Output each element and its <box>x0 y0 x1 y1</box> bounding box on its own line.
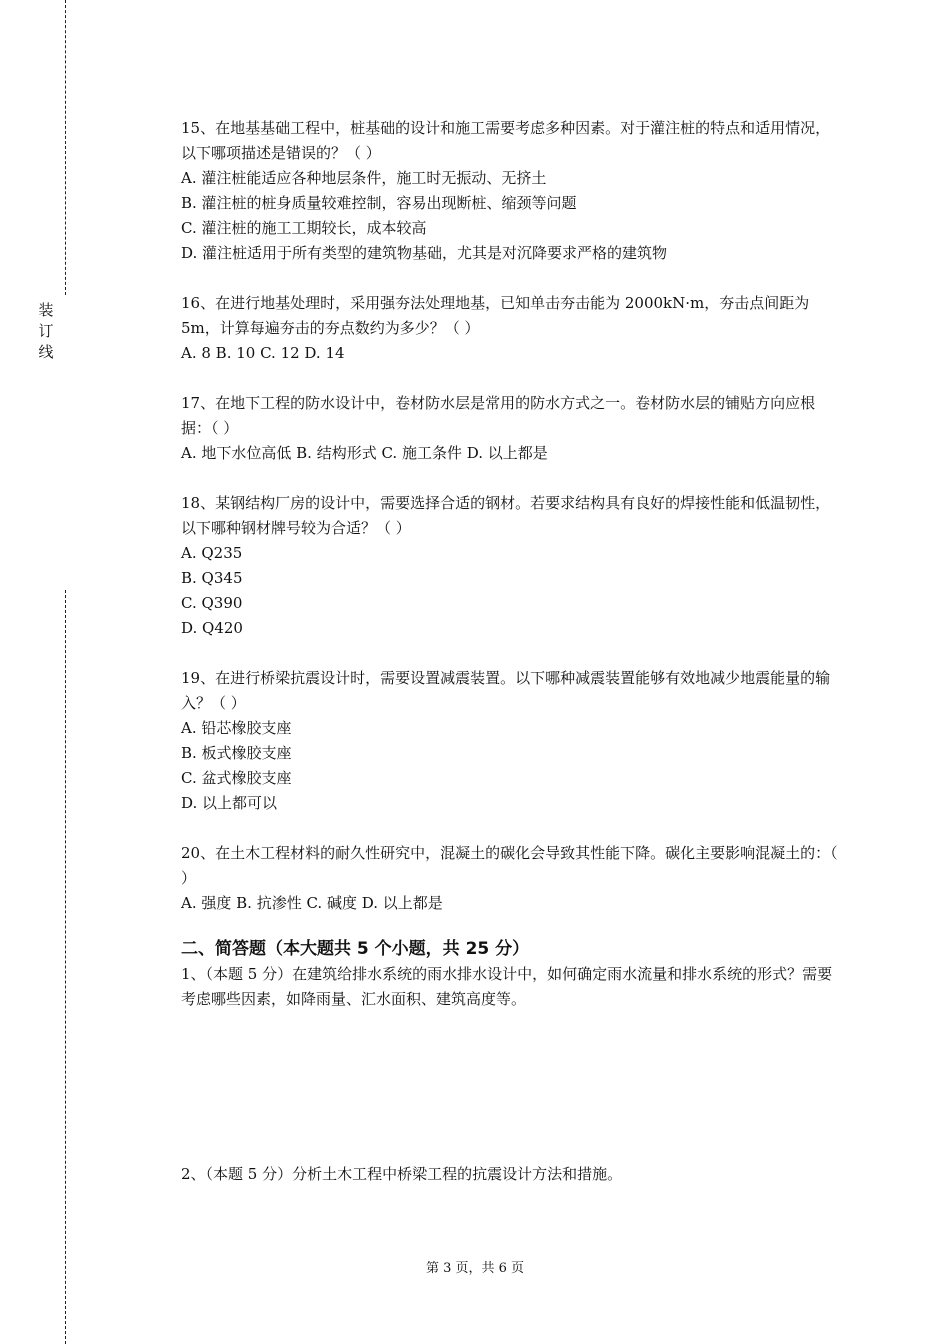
option: C. Q390 <box>181 594 243 612</box>
question-text: 15、在地基基础工程中，桩基础的设计和施工需要考虑多种因素。对于灌注桩的特点和适用情况，以下哪项描述是错误的？（ ） <box>181 119 831 162</box>
question-text: 17、在地下工程的防水设计中，卷材防水层是常用的防水方式之一。卷材防水层的铺贴方向应根据：（ ） <box>181 394 816 437</box>
option: B. 灌注桩的桩身质量较难控制，容易出现断桩、缩颈等问题 <box>181 194 577 212</box>
question-16 <box>181 291 841 366</box>
exam-content <box>181 116 841 1187</box>
question-15 <box>181 116 841 266</box>
binding-label <box>37 300 55 363</box>
option: C. 盆式橡胶支座 <box>181 769 292 787</box>
option: D. 灌注桩适用于所有类型的建筑物基础，尤其是对沉降要求严格的建筑物 <box>181 244 668 262</box>
binding-char: 订 <box>38 322 54 340</box>
option: D. Q420 <box>181 619 243 637</box>
option: A. 强度 B. 抗渗性 C. 碱度 D. 以上都是 <box>181 894 443 912</box>
short-answer-1 <box>181 962 841 1162</box>
option: A. 8 B. 10 C. 12 D. 14 <box>181 344 345 362</box>
option: A. 灌注桩能适应各种地层条件，施工时无振动、无挤土 <box>181 169 547 187</box>
option: A. 铅芯橡胶支座 <box>181 719 292 737</box>
binding-char: 装 <box>38 301 54 319</box>
question-19 <box>181 666 841 816</box>
question-text: 20、在土木工程材料的耐久性研究中，混凝土的碳化会导致其性能下降。碳化主要影响混凝土的：（ ） <box>181 844 838 887</box>
option: A. 地下水位高低 B. 结构形式 C. 施工条件 D. 以上都是 <box>181 444 548 462</box>
option: A. Q235 <box>181 544 243 562</box>
short-answer-2: 2、（本题 5 分）分析土木工程中桥梁工程的抗震设计方法和措施。 <box>181 1165 623 1183</box>
question-20 <box>181 841 841 916</box>
option: D. 以上都可以 <box>181 794 278 812</box>
binding-char: 线 <box>38 343 54 361</box>
page-footer: 第 3 页，共 6 页 <box>425 1261 525 1276</box>
short-answer-text: 1、（本题 5 分）在建筑给排水系统的雨水排水设计中，如何确定雨水流量和排水系统的形式？需要考虑哪些因素，如降雨量、汇水面积、建筑高度等。 <box>181 965 833 1008</box>
question-text: 16、在进行地基处理时，采用强夯法处理地基，已知单击夯击能为 2000kN·m，夯击点间距为 5m，计算每遍夯击的夯点数约为多少？（ ） <box>181 294 810 337</box>
option: B. 板式橡胶支座 <box>181 744 292 762</box>
binding-dashed-line-top <box>65 0 66 295</box>
option: B. Q345 <box>181 569 243 587</box>
section-title: 二、简答题（本大题共 5 个小题，共 25 分） <box>181 939 530 959</box>
question-text: 18、某钢结构厂房的设计中，需要选择合适的钢材。若要求结构具有良好的焊接性能和低温韧性，以下哪种钢材牌号较为合适？（ ） <box>181 494 831 537</box>
option: C. 灌注桩的施工工期较长，成本较高 <box>181 219 427 237</box>
question-17 <box>181 391 841 466</box>
binding-dashed-line-bottom <box>65 590 66 1344</box>
question-18 <box>181 491 841 641</box>
question-text: 19、在进行桥梁抗震设计时，需要设置减震装置。以下哪种减震装置能够有效地减少地震能量的输入？（ ） <box>181 669 831 712</box>
